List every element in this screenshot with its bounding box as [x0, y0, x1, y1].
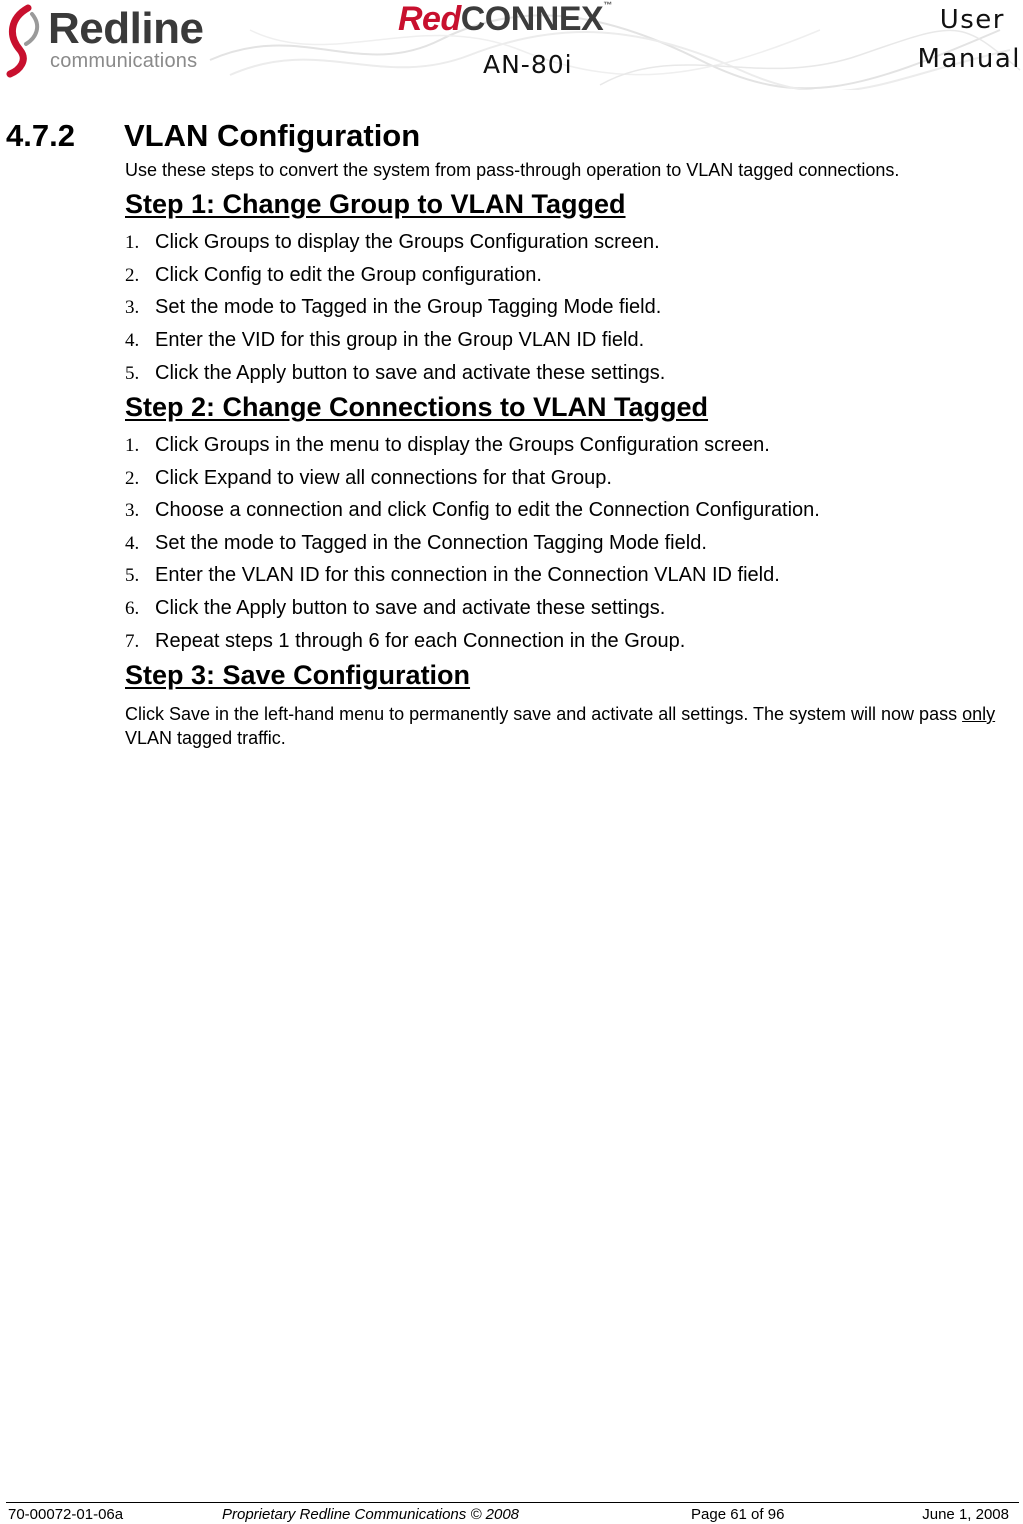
footer-copyright: Proprietary Redline Communications © 2008	[222, 1506, 520, 1523]
step-2-heading: Step 2: Change Connections to VLAN Tagged	[125, 392, 709, 422]
closing-paragraph	[125, 702, 1015, 750]
list-item	[125, 264, 542, 287]
list-number: 3.	[125, 500, 140, 521]
list-number: 2.	[125, 468, 140, 489]
list-item	[125, 296, 661, 319]
product-logo-red: Red	[398, 0, 461, 38]
list-number: 6.	[125, 598, 140, 619]
list-text: Set the mode to Tagged in the Connection Tagging Mode field.	[155, 532, 707, 554]
list-item	[125, 630, 685, 653]
list-text: Repeat steps 1 through 6 for each Connection in the Group.	[155, 630, 686, 652]
list-text: Enter the VLAN ID for this connection in the Connection VLAN ID field.	[155, 564, 780, 586]
list-number: 7.	[125, 631, 140, 652]
list-text: Choose a connection and click Config to edit the Connection Configuration.	[155, 499, 820, 521]
list-item	[125, 597, 665, 620]
list-text: Click Config to edit the Group configuration.	[155, 264, 542, 286]
redline-logo	[2, 4, 212, 74]
list-number: 3.	[125, 297, 140, 318]
list-item	[125, 434, 770, 457]
section-number: 4.7.2	[6, 118, 75, 153]
closing-text-after: VLAN tagged traffic.	[125, 728, 286, 748]
section-title: VLAN Configuration	[124, 118, 421, 153]
footer-doc-number: 70-00072-01-06a	[8, 1506, 124, 1523]
trademark-symbol: ™	[603, 0, 612, 10]
footer-date: June 1, 2008	[922, 1506, 1009, 1523]
page-header	[0, 0, 1023, 90]
list-item	[125, 467, 612, 490]
list-text: Enter the VID for this group in the Group VLAN ID field.	[155, 329, 645, 351]
section-heading	[6, 118, 420, 154]
list-item	[125, 231, 660, 254]
list-text: Click Groups to display the Groups Configuration screen.	[155, 231, 660, 253]
list-item	[125, 362, 665, 385]
doc-type-line-2: Manual	[917, 44, 1021, 74]
list-text: Click the Apply button to save and activate these settings.	[155, 597, 666, 619]
redconnex-logo	[398, 0, 612, 39]
list-text: Set the mode to Tagged in the Group Tagging Mode field.	[155, 296, 662, 318]
list-item	[125, 564, 780, 587]
list-number: 4.	[125, 533, 140, 554]
list-text: Click the Apply button to save and activate these settings.	[155, 362, 666, 384]
redline-swirl-icon	[2, 4, 50, 78]
list-text: Click Groups in the menu to display the Groups Configuration screen.	[155, 434, 770, 456]
closing-text-before: Click Save in the left-hand menu to permanently save and activate all settings. The system will now pass	[125, 704, 963, 724]
section-intro: Use these steps to convert the system from pass-through operation to VLAN tagged connections.	[125, 160, 900, 180]
closing-text-emphasis: only	[962, 704, 996, 724]
list-number: 5.	[125, 565, 140, 586]
list-item	[125, 329, 644, 352]
list-item	[125, 532, 707, 555]
step-1-heading: Step 1: Change Group to VLAN Tagged	[125, 189, 626, 219]
product-logo-connex: CONNEX	[460, 0, 604, 38]
step-3-heading: Step 3: Save Configuration	[125, 660, 471, 690]
list-number: 2.	[125, 265, 140, 286]
doc-type-line-1: User	[939, 5, 1005, 35]
brand-subtitle: communications	[50, 50, 198, 72]
list-item	[125, 499, 820, 522]
list-number: 5.	[125, 363, 140, 384]
list-number: 1.	[125, 232, 140, 253]
list-text: Click Expand to view all connections for that Group.	[155, 467, 612, 489]
brand-name: Redline	[48, 4, 204, 53]
footer-page-number: Page 61 of 96	[691, 1506, 785, 1523]
product-model: AN-80i	[483, 50, 573, 79]
footer-divider	[6, 1502, 1019, 1503]
list-number: 1.	[125, 435, 140, 456]
list-number: 4.	[125, 330, 140, 351]
